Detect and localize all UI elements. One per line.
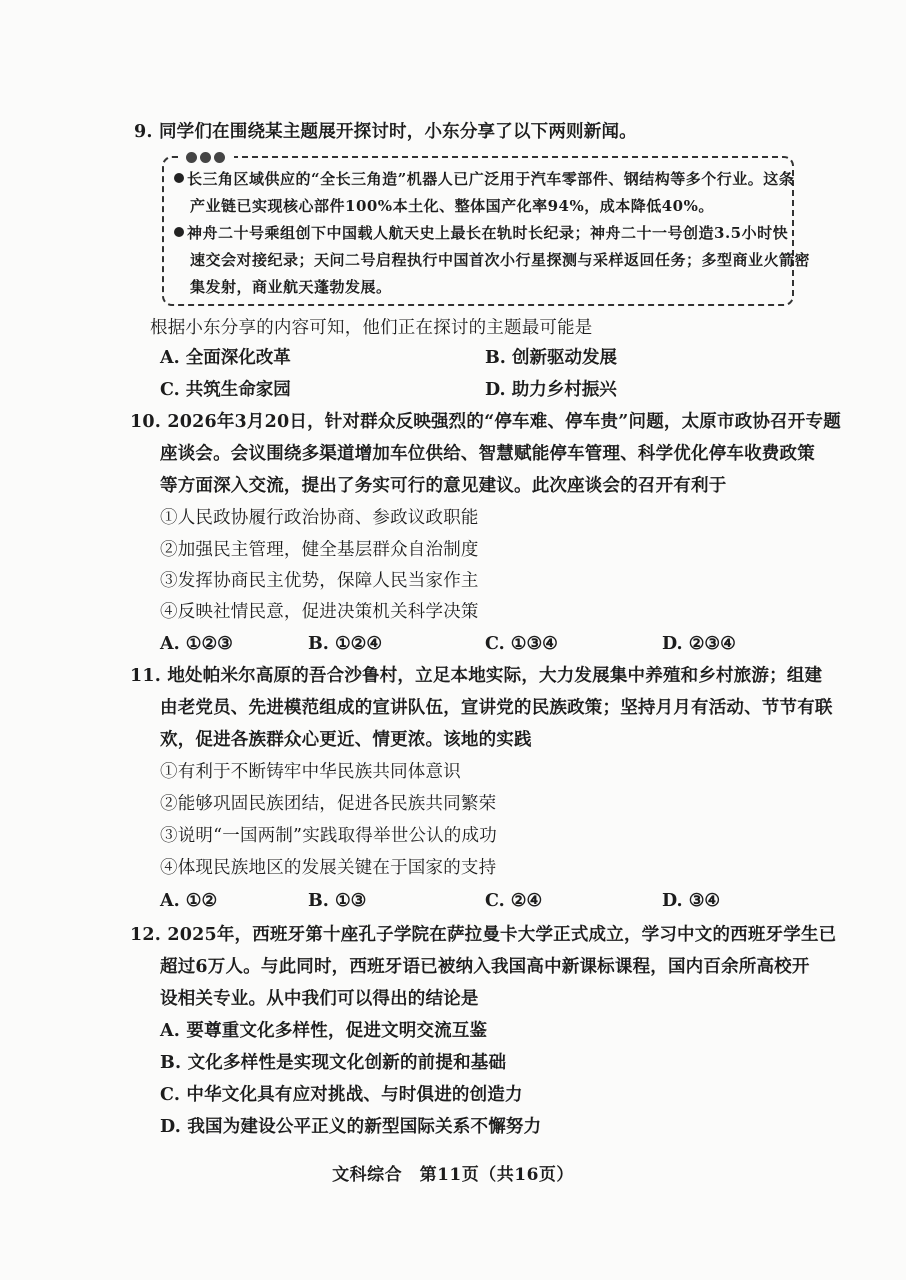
q10-item-3: ③发挥协商民主优势，保障人民当家作主 <box>160 571 479 591</box>
page-footer: 文科综合 第11页（共16页） <box>332 1165 574 1185</box>
q12-stem-line-2: 超过6万人。与此同时，西班牙语已被纳入我国高中新课标课程，国内百余所高校开 <box>160 957 810 977</box>
q11-option-d: D. ③④ <box>662 891 721 911</box>
q10-option-c: C. ①③④ <box>485 634 558 654</box>
q9-option-b: B. 创新驱动发展 <box>485 348 617 368</box>
q12-option-a: A. 要尊重文化多样性，促进文明交流互鉴 <box>160 1021 488 1041</box>
q9-option-c: C. 共筑生命家园 <box>160 380 291 400</box>
q10-option-b: B. ①②④ <box>308 634 383 654</box>
news-2-line-3: 集发射，商业航天蓬勃发展。 <box>190 278 392 296</box>
q9-option-a: A. 全面深化改革 <box>160 348 291 368</box>
q9-option-d: D. 助力乡村振兴 <box>485 380 617 400</box>
q11-item-1: ①有利于不断铸牢中华民族共同体意识 <box>160 762 461 782</box>
q10-item-4: ④反映社情民意，促进决策机关科学决策 <box>160 602 479 622</box>
q9-stem: 9. 同学们在围绕某主题展开探讨时，小东分享了以下两则新闻。 <box>134 122 637 142</box>
bullet-icon <box>174 227 184 237</box>
q10-stem-line-1: 10. 2026年3月20日，针对群众反映强烈的“停车难、停车贵”问题，太原市政协召开专题 <box>130 412 841 432</box>
q11-option-b: B. ①③ <box>308 891 367 911</box>
q10-item-2: ②加强民主管理，健全基层群众自治制度 <box>160 540 479 560</box>
q10-item-1: ①人民政协履行政治协商、参政议政职能 <box>160 508 479 528</box>
q10-option-a: A. ①②③ <box>160 634 233 654</box>
q12-stem-line-3: 设相关专业。从中我们可以得出的结论是 <box>160 989 479 1009</box>
news-1-line-2: 产业链已实现核心部件100%本土化、整体国产化率94%，成本降低40%。 <box>190 197 714 215</box>
news-badge-icon <box>182 150 234 164</box>
q10-stem-line-3: 等方面深入交流，提出了务实可行的意见建议。此次座谈会的召开有利于 <box>160 476 727 496</box>
q11-item-3: ③说明“一国两制”实践取得举世公认的成功 <box>160 826 497 846</box>
q11-item-4: ④体现民族地区的发展关键在于国家的支持 <box>160 858 497 878</box>
q10-stem-line-2: 座谈会。会议围绕多渠道增加车位供给、智慧赋能停车管理、科学优化停车收费政策 <box>160 444 815 464</box>
q12-option-d: D. 我国为建设公平正义的新型国际关系不懈努力 <box>160 1117 542 1137</box>
q12-stem-line-1: 12. 2025年，西班牙第十座孔子学院在萨拉曼卡大学正式成立，学习中文的西班牙学生已 <box>130 925 837 945</box>
q9-question: 根据小东分享的内容可知，他们正在探讨的主题最可能是 <box>150 318 593 338</box>
q11-stem-line-3: 欢，促进各族群众心更近、情更浓。该地的实践 <box>160 730 532 750</box>
q12-option-b: B. 文化多样性是实现文化创新的前提和基础 <box>160 1053 507 1073</box>
q11-item-2: ②能够巩固民族团结，促进各民族共同繁荣 <box>160 794 497 814</box>
q10-option-d: D. ②③④ <box>662 634 736 654</box>
q11-option-a: A. ①② <box>160 891 218 911</box>
news-1-line-1: 长三角区域供应的“全长三角造”机器人已广泛用于汽车零部件、钢结构等多个行业。这条 <box>174 168 794 190</box>
q12-option-c: C. 中华文化具有应对挑战、与时俱进的创造力 <box>160 1085 523 1105</box>
q11-stem-line-2: 由老党员、先进模范组成的宣讲队伍，宣讲党的民族政策；坚持月月有活动、节节有联 <box>160 698 833 718</box>
q11-option-c: C. ②④ <box>485 891 543 911</box>
q11-stem-line-1: 11. 地处帕米尔高原的吾合沙鲁村，立足本地实际，大力发展集中养殖和乡村旅游；组建 <box>130 666 823 686</box>
news-2-line-1: 神舟二十号乘组创下中国载人航天史上最长在轨时长纪录；神舟二十一号创造3.5小时快 <box>174 222 788 244</box>
news-2-line-2: 速交会对接纪录；天问二号启程执行中国首次小行星探测与采样返回任务；多型商业火箭密 <box>190 251 811 269</box>
bullet-icon <box>174 173 184 183</box>
